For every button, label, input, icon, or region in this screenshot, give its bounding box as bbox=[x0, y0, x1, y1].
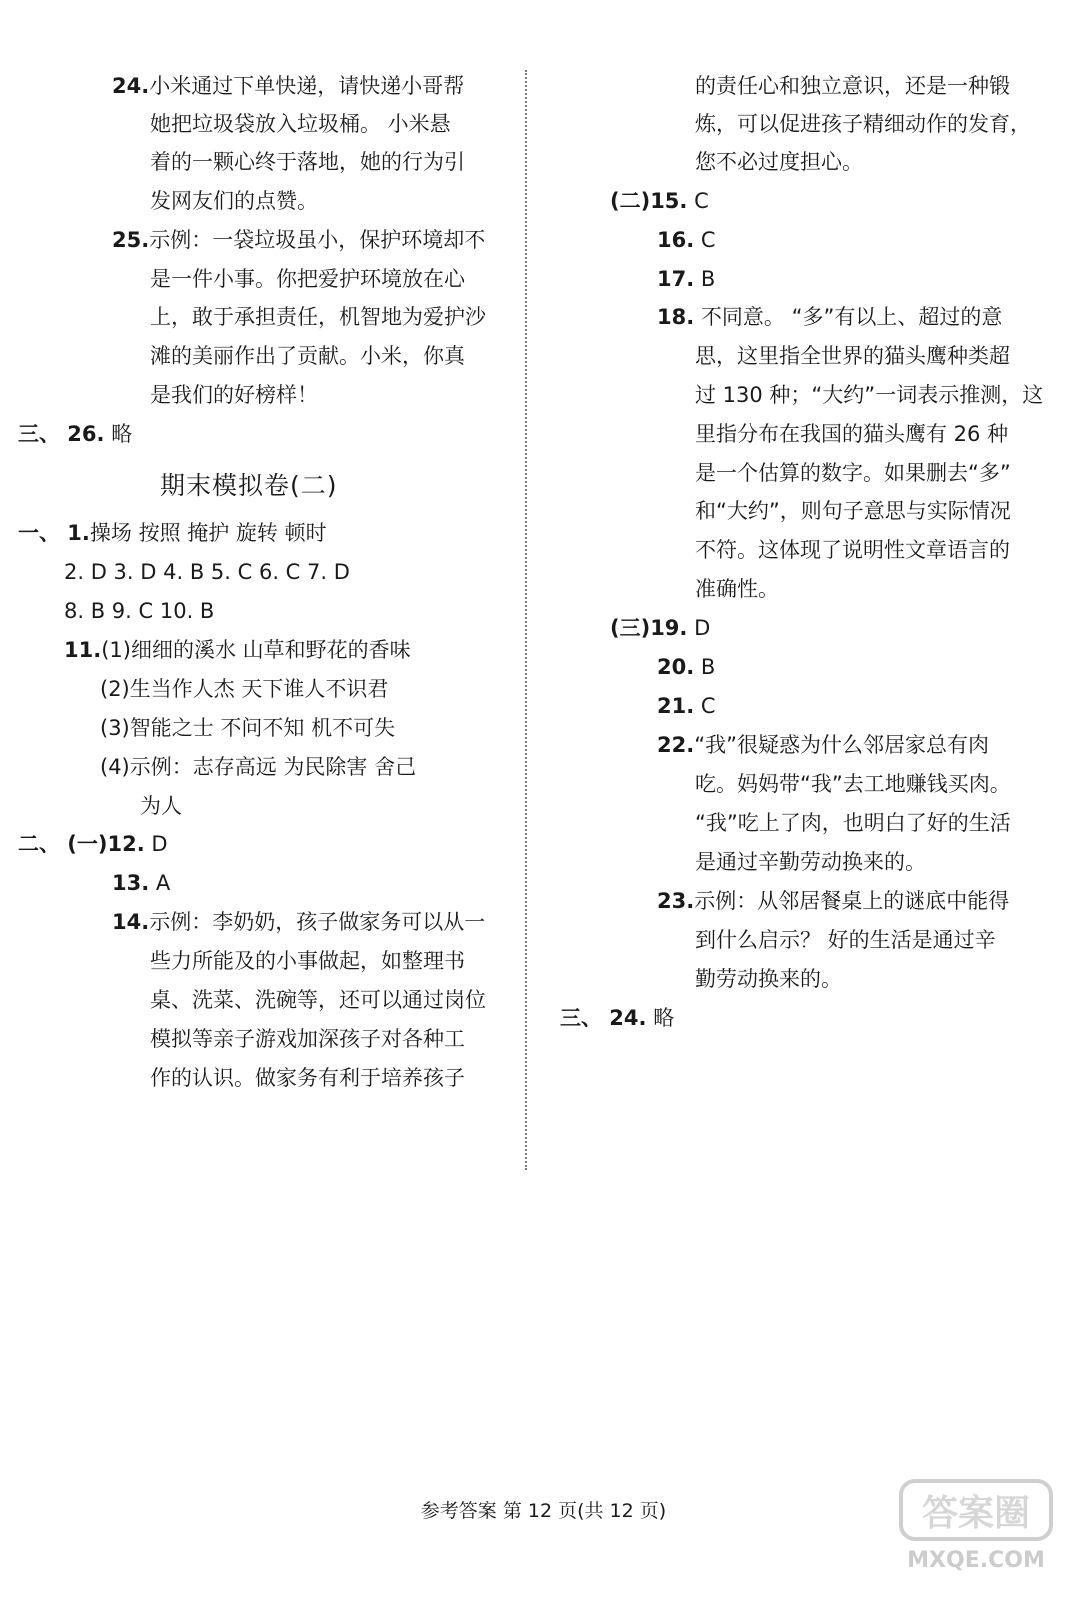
answer-line: 作的认识。做家务有利于培养孩子 bbox=[150, 1066, 465, 1090]
answer-line: 过 130 种；“大约”一词表示推测，这 bbox=[695, 383, 1044, 407]
answer-line: 23.示例：从邻居餐桌上的谜底中能得 bbox=[657, 889, 1010, 913]
answer-line: “我”吃上了肉，也明白了好的生活 bbox=[695, 811, 1011, 835]
answer-line: 25.示例：一袋垃圾虽小，保护环境却不 bbox=[112, 228, 486, 252]
answer-line: 准确性。 bbox=[695, 577, 779, 601]
page-footer: 参考答案 第 12 页(共 12 页) bbox=[420, 1500, 667, 1522]
answer-line: (二)15. C bbox=[610, 189, 709, 213]
answer-line: 21. C bbox=[657, 694, 716, 718]
answer-line: 着的一颗心终于落地，她的行为引 bbox=[150, 150, 465, 174]
answer-line: 不符。这体现了说明性文章语言的 bbox=[695, 538, 1010, 562]
answer-line: 吃。妈妈带“我”去工地赚钱买肉。 bbox=[695, 772, 1011, 796]
answer-line: 2. D 3. D 4. B 5. C 6. C 7. D bbox=[64, 560, 350, 584]
answer-line: 14.示例：李奶奶，孩子做家务可以从一 bbox=[112, 910, 486, 934]
answer-line: 她把垃圾袋放入垃圾桶。 小米悬 bbox=[150, 112, 451, 136]
answer-line: 发网友们的点赞。 bbox=[150, 189, 318, 213]
answer-line: 18. 不同意。 “多”有以上、超过的意 bbox=[657, 305, 1003, 329]
answer-line: 是我们的好榜样！ bbox=[150, 383, 318, 407]
answer-line: 24.小米通过下单快递，请快递小哥帮 bbox=[112, 74, 465, 98]
answer-line: 的责任心和独立意识，还是一种锻 bbox=[695, 74, 1010, 98]
answer-line: 三、 26. 略 bbox=[18, 422, 133, 446]
answer-line: 思，这里指全世界的猫头鹰种类超 bbox=[695, 344, 1010, 368]
answer-line: 二、 (一)12. D bbox=[18, 832, 168, 856]
answer-line: 一、 1.操场 按照 掩护 旋转 顿时 bbox=[18, 521, 327, 545]
answer-line: 模拟等亲子游戏加深孩子对各种工 bbox=[150, 1027, 465, 1051]
answer-line: 11.(1)细细的溪水 山草和野花的香味 bbox=[64, 638, 411, 662]
answer-line: 8. B 9. C 10. B bbox=[64, 599, 215, 623]
answer-line: 是通过辛勤劳动换来的。 bbox=[695, 850, 926, 874]
answer-line: 桌、洗菜、洗碗等，还可以通过岗位 bbox=[150, 988, 486, 1012]
watermark-text-top: 答案圈 bbox=[921, 1493, 1031, 1534]
answer-line: 上，敢于承担责任，机智地为爱护沙 bbox=[150, 305, 486, 329]
answer-line: 滩的美丽作出了贡献。小米，你真 bbox=[150, 344, 465, 368]
answer-line: (4)示例：志存高远 为民除害 舍己 bbox=[100, 755, 417, 779]
answer-line: 里指分布在我国的猫头鹰有 26 种 bbox=[695, 422, 1009, 446]
column-divider bbox=[525, 70, 527, 1170]
answer-line: 是一件小事。你把爱护环境放在心 bbox=[150, 267, 465, 291]
answer-line: 17. B bbox=[657, 267, 716, 291]
answer-line: (3)智能之士 不问不知 机不可失 bbox=[100, 716, 396, 740]
answer-line: 16. C bbox=[657, 228, 716, 252]
watermark-text-bottom: MXQE.COM bbox=[907, 1548, 1045, 1573]
answer-line: 22.“我”很疑惑为什么邻居家总有肉 bbox=[657, 733, 989, 757]
answer-line: 20. B bbox=[657, 655, 716, 679]
answer-line: 和“大约”，则句子意思与实际情况 bbox=[695, 499, 1011, 523]
watermark-logo-icon bbox=[895, 1475, 1060, 1575]
answer-line: (三)19. D bbox=[610, 616, 711, 640]
answer-line: 13. A bbox=[112, 871, 171, 895]
answer-line: (2)生当作人杰 天下谁人不识君 bbox=[100, 677, 389, 701]
answer-line: 炼，可以促进孩子精细动作的发育， bbox=[695, 112, 1031, 136]
answer-line: 三、 24. 略 bbox=[560, 1006, 675, 1030]
answer-line: 是一个估算的数字。如果删去“多” bbox=[695, 461, 1011, 485]
answer-line: 您不必过度担心。 bbox=[695, 150, 863, 174]
answer-line: 为人 bbox=[140, 794, 182, 818]
answer-line: 些力所能及的小事做起，如整理书 bbox=[150, 949, 465, 973]
section-title: 期末模拟卷(二) bbox=[160, 471, 338, 500]
answer-line: 到什么启示？ 好的生活是通过辛 bbox=[695, 928, 996, 952]
answer-line: 勤劳动换来的。 bbox=[695, 967, 842, 991]
